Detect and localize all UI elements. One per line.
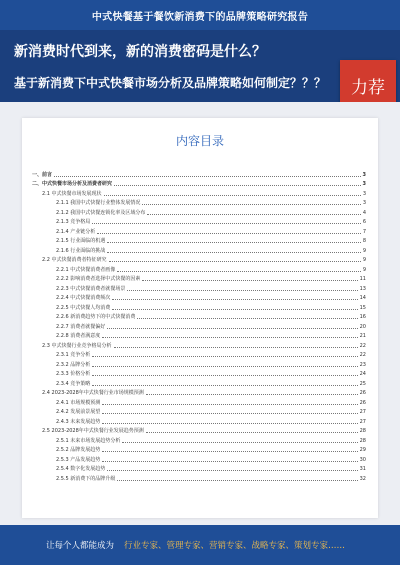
toc-entry[interactable] bbox=[28, 311, 366, 321]
toc-entry-page: 8 bbox=[362, 238, 366, 244]
toc-leader-dots bbox=[92, 223, 361, 224]
recommend-badge: 力荐 bbox=[340, 60, 396, 102]
toc-entry[interactable] bbox=[28, 235, 366, 245]
banner-title: 中式快餐基于餐饮新消费下的品牌策略研究报告 bbox=[91, 11, 309, 23]
toc-entry[interactable] bbox=[28, 387, 366, 397]
toc-leader-dots bbox=[114, 185, 361, 186]
document-preview[interactable] bbox=[22, 118, 378, 518]
toc-leader-dots bbox=[117, 480, 357, 481]
toc-entry-label: 2.2.6 新消费趋势下的中式快餐消费 bbox=[56, 314, 136, 320]
toc-entry-label: 2.4.3 未来发展趋势 bbox=[56, 418, 101, 425]
hero-banner bbox=[0, 30, 400, 102]
toc-entry-page: 27 bbox=[359, 409, 366, 415]
toc-leader-dots bbox=[114, 347, 358, 348]
toc-entry[interactable] bbox=[28, 463, 366, 473]
toc-entry[interactable] bbox=[28, 254, 366, 264]
toc-entry-page: 13 bbox=[359, 285, 366, 292]
toc-entry[interactable] bbox=[28, 178, 366, 188]
toc-leader-dots bbox=[142, 280, 357, 281]
toc-entry-label: 一、前言 bbox=[32, 171, 53, 178]
top-banner bbox=[0, 0, 400, 30]
toc-entry-page: 9 bbox=[362, 247, 366, 254]
toc-entry[interactable] bbox=[28, 444, 366, 454]
toc-entry[interactable] bbox=[28, 349, 366, 359]
toc-entry[interactable] bbox=[28, 396, 366, 406]
toc-entry[interactable] bbox=[28, 320, 366, 330]
toc-entry-label: 2.1.4 产业链分析 bbox=[56, 228, 96, 235]
toc-entry[interactable] bbox=[28, 472, 366, 482]
toc-entry-page: 9 bbox=[362, 257, 366, 263]
toc-entry-page: 3 bbox=[362, 200, 366, 206]
toc-entry-label: 2.2.7 消费者就餐偏好 bbox=[56, 323, 106, 330]
toc-entry-page: 28 bbox=[359, 437, 366, 444]
toc-leader-dots bbox=[92, 366, 357, 367]
toc-entry-label: 2.2.3 中式快餐消费者就餐场景 bbox=[56, 285, 126, 292]
toc-entry-label: 2.3.2 品牌分析 bbox=[56, 361, 91, 368]
toc-entry-label: 2.2.5 中式快餐人均消费 bbox=[56, 304, 111, 311]
toc-leader-dots bbox=[92, 375, 357, 376]
toc-entry-page: 7 bbox=[362, 228, 366, 235]
toc-leader-dots bbox=[102, 461, 357, 462]
toc-leader-dots bbox=[102, 451, 357, 452]
toc-entry-page: 22 bbox=[359, 352, 366, 358]
toc-leader-dots bbox=[102, 423, 357, 424]
toc-entry[interactable] bbox=[28, 263, 366, 273]
toc-entry[interactable] bbox=[28, 292, 366, 302]
toc-entry[interactable] bbox=[28, 244, 366, 254]
toc-leader-dots bbox=[107, 470, 357, 471]
toc-entry-page: 3 bbox=[362, 171, 366, 178]
toc-entry-page: 24 bbox=[359, 371, 366, 377]
toc-entry-label: 2.1.2 我国中式快餐连锁化率及区域分布 bbox=[56, 209, 146, 216]
toc-entry-page: 23 bbox=[359, 361, 366, 368]
toc-entry[interactable] bbox=[28, 406, 366, 416]
toc-entry-page: 15 bbox=[359, 304, 366, 311]
toc-entry-label: 2.1.3 竞争格局 bbox=[56, 219, 91, 225]
toc-leader-dots bbox=[112, 309, 357, 310]
toc-entry[interactable] bbox=[28, 425, 366, 435]
hero-title: 新消费时代到来，新的消费密码是什么？ bbox=[14, 44, 266, 60]
toc-entry[interactable] bbox=[28, 197, 366, 207]
toc-leader-dots bbox=[102, 404, 357, 405]
toc-entry-page: 25 bbox=[359, 380, 366, 387]
toc-entry[interactable] bbox=[28, 377, 366, 387]
toc-entry-page: 31 bbox=[359, 466, 366, 472]
toc-entry-label: 2.5.1 未来市场发展趋势分析 bbox=[56, 437, 121, 444]
toc-entry[interactable] bbox=[28, 368, 366, 378]
toc-entry[interactable] bbox=[28, 273, 366, 283]
toc-entry-page: 3 bbox=[362, 190, 366, 197]
toc-leader-dots bbox=[92, 356, 357, 357]
toc-entry-page: 9 bbox=[362, 266, 366, 273]
toc-entry[interactable] bbox=[28, 434, 366, 444]
toc-leader-dots bbox=[146, 394, 358, 395]
toc-entry-label: 2.4 2023-2028年中式快餐行业市场规模预测 bbox=[42, 390, 144, 396]
toc-leader-dots bbox=[102, 413, 357, 414]
toc-entry-page: 3 bbox=[362, 181, 366, 187]
toc-leader-dots bbox=[104, 195, 361, 196]
toc-entry-label: 2.1.1 我国中式快餐行业整体发展情况 bbox=[56, 200, 141, 206]
toc-leader-dots bbox=[54, 176, 361, 177]
toc-entry-label: 2.2.2 影响消费者选择中式快餐的因素 bbox=[56, 276, 141, 282]
toc-entry-label: 2.1.5 行业面临的机遇 bbox=[56, 238, 106, 244]
toc-leader-dots bbox=[102, 337, 357, 338]
toc-entry-label: 2.5.2 品牌发展趋势 bbox=[56, 447, 101, 453]
toc-entry[interactable] bbox=[28, 301, 366, 311]
toc-entry[interactable] bbox=[28, 168, 366, 178]
toc-entry-label: 2.2.8 消费者满意度 bbox=[56, 333, 101, 339]
toc-leader-dots bbox=[146, 432, 358, 433]
toc-entry-label: 2.3 中式快餐行业竞争格局分析 bbox=[42, 342, 112, 349]
toc-leader-dots bbox=[122, 442, 357, 443]
toc-entry-label: 2.1 中式快餐市场发展现状 bbox=[42, 190, 102, 197]
toc-entry-label: 2.3.3 价格分析 bbox=[56, 371, 91, 377]
toc-entry[interactable] bbox=[28, 339, 366, 349]
toc-leader-dots bbox=[109, 261, 361, 262]
toc-entry[interactable] bbox=[28, 358, 366, 368]
toc-leader-dots bbox=[107, 252, 361, 253]
toc-entry-label: 2.3.1 竞争分析 bbox=[56, 352, 91, 358]
toc-leader-dots bbox=[112, 299, 357, 300]
toc-entry-page: 28 bbox=[359, 428, 366, 434]
toc-entry-page: 26 bbox=[359, 399, 366, 406]
bottom-tags: 行业专家、管理专家、营销专家、战略专家、策划专家…… bbox=[124, 541, 346, 551]
bottom-banner bbox=[0, 525, 400, 565]
toc-entry-page: 4 bbox=[362, 209, 366, 216]
toc-entry[interactable] bbox=[28, 216, 366, 226]
table-of-contents bbox=[28, 168, 366, 482]
toc-entry-label: 2.2.4 中式快餐消费频次 bbox=[56, 295, 111, 301]
toc-entry-label: 2.4.1 市场规模预测 bbox=[56, 399, 101, 406]
toc-leader-dots bbox=[107, 328, 357, 329]
toc-heading: 内容目录 bbox=[175, 134, 224, 148]
toc-entry-label: 2.1.6 行业面临的挑战 bbox=[56, 247, 106, 254]
hero-subtitle: 基于新消费下中式快餐市场分析及品牌策略如何制定？？？ bbox=[14, 76, 327, 90]
toc-entry-page: 27 bbox=[359, 418, 366, 425]
toc-entry-label: 2.4.2 发展前景展望 bbox=[56, 409, 101, 415]
bottom-slogan: 让每个人都能成为 bbox=[46, 541, 115, 551]
toc-entry-page: 32 bbox=[359, 475, 366, 482]
toc-entry-page: 22 bbox=[359, 342, 366, 349]
toc-entry-label: 2.5.4 数字化发展趋势 bbox=[56, 466, 106, 472]
toc-entry-page: 21 bbox=[359, 333, 366, 339]
toc-leader-dots bbox=[117, 271, 360, 272]
toc-leader-dots bbox=[142, 204, 360, 205]
toc-entry-label: 2.5.5 新消费下的品牌升级 bbox=[56, 475, 116, 482]
toc-entry-page: 11 bbox=[359, 276, 366, 282]
toc-leader-dots bbox=[92, 385, 357, 386]
toc-entry-page: 14 bbox=[359, 295, 366, 301]
toc-entry-label: 2.2.1 中式快餐消费者画像 bbox=[56, 266, 116, 273]
toc-entry-label: 2.2 中式快餐消费者特征研究 bbox=[42, 257, 107, 263]
toc-entry[interactable] bbox=[28, 282, 366, 292]
toc-leader-dots bbox=[137, 318, 357, 319]
toc-entry-page: 30 bbox=[359, 456, 366, 463]
toc-entry-page: 16 bbox=[359, 314, 366, 320]
toc-entry[interactable] bbox=[28, 415, 366, 425]
toc-leader-dots bbox=[127, 290, 357, 291]
toc-entry-page: 20 bbox=[359, 323, 366, 330]
toc-entry[interactable] bbox=[28, 187, 366, 197]
toc-leader-dots bbox=[147, 214, 360, 215]
toc-leader-dots bbox=[107, 242, 361, 243]
toc-entry[interactable] bbox=[28, 225, 366, 235]
toc-entry-label: 2.5 2023-2028年中式快餐行业发展趋势预测 bbox=[42, 428, 144, 434]
toc-entry[interactable] bbox=[28, 330, 366, 340]
toc-leader-dots bbox=[97, 233, 361, 234]
toc-entry-label: 2.3.4 竞争策略 bbox=[56, 380, 91, 387]
toc-entry-label: 2.5.3 产品发展趋势 bbox=[56, 456, 101, 463]
toc-entry[interactable] bbox=[28, 206, 366, 216]
toc-entry-label: 二、中式快餐市场分析及消费者研究 bbox=[32, 181, 113, 187]
toc-entry-page: 6 bbox=[362, 219, 366, 225]
toc-entry-page: 29 bbox=[359, 447, 366, 453]
toc-entry[interactable] bbox=[28, 453, 366, 463]
toc-entry-page: 26 bbox=[359, 390, 366, 396]
